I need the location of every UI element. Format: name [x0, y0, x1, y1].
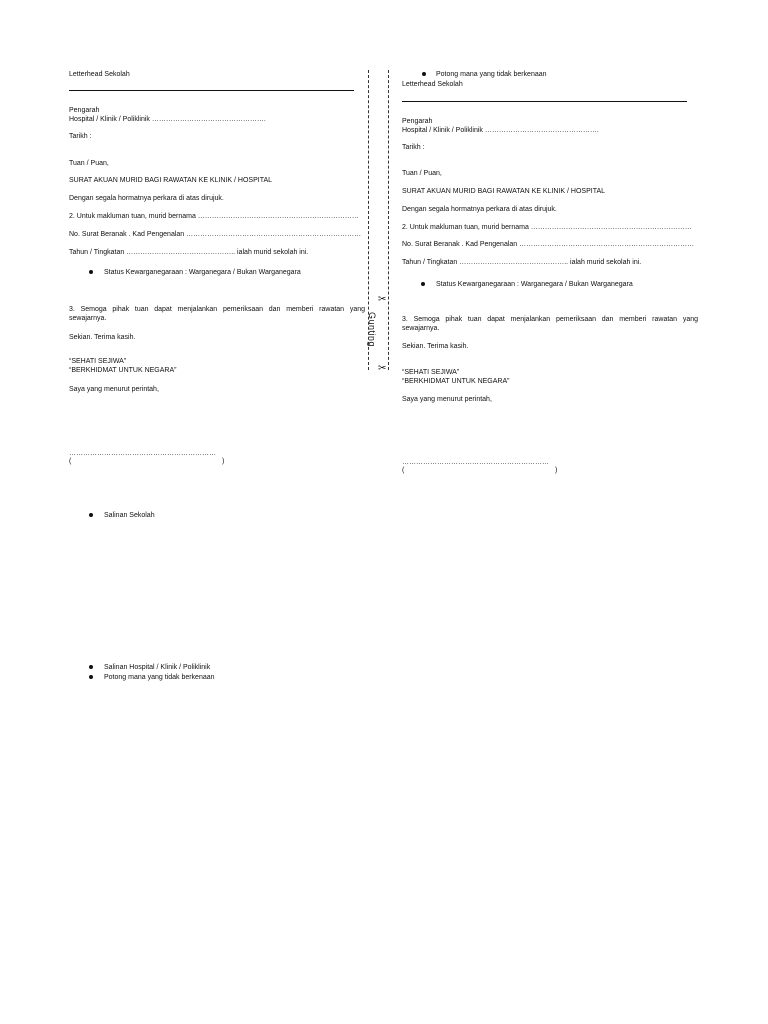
scissors-icon: ✂: [378, 294, 387, 305]
signoff: Saya yang menurut perintah,: [69, 386, 159, 393]
letterhead: Letterhead Sekolah: [402, 81, 463, 88]
signoff: Saya yang menurut perintah,: [402, 396, 492, 403]
cut-line: [388, 70, 389, 370]
ic-line: No. Surat Beranak . Kad Pengenalan …………………………………………………………………: [69, 231, 362, 238]
signature-close-paren: ): [555, 467, 558, 474]
motto-1: “SEHATI SEJIWA”: [402, 369, 460, 376]
hospital-copy-note: Salinan Hospital / Klinik / Poliklinik: [104, 664, 211, 671]
motto-2: “BERKHIDMAT UNTUK NEGARA”: [69, 367, 177, 374]
year-line: Tahun / Tingkatan ……………………………………….. ialah murid sekolah ini.: [69, 249, 309, 256]
opening-line: Dengan segala hormatnya perkara di atas dirujuk.: [69, 195, 224, 202]
paragraph-3: 3. Semoga pihak tuan dapat menjalankan pemeriksaan dan memberi rawatan yang sewajarnya.: [69, 306, 365, 322]
closing-line: Sekian. Terima kasih.: [402, 343, 469, 350]
student-name-line: 2. Untuk makluman tuan, murid bernama ……………………………………………………………: [69, 213, 359, 220]
recipient-place: Hospital / Klinik / Poliklinik ………………………………………….: [69, 116, 266, 123]
recipient-place: Hospital / Klinik / Poliklinik ………………………………………….: [402, 127, 599, 134]
letterhead-rule: [402, 101, 687, 102]
salutation: Tuan / Puan,: [402, 170, 442, 177]
student-name-line: 2. Untuk makluman tuan, murid bernama ……………………………………………………………: [402, 224, 692, 231]
bullet-icon: [422, 72, 426, 76]
signature-open-paren: (: [69, 458, 72, 465]
signature-open-paren: (: [402, 467, 405, 474]
bullet-icon: [89, 270, 93, 274]
date-label: Tarikh :: [69, 133, 92, 140]
bullet-icon: [421, 282, 425, 286]
closing-line: Sekian. Terima kasih.: [69, 334, 136, 341]
opening-line: Dengan segala hormatnya perkara di atas dirujuk.: [402, 206, 557, 213]
signature-close-paren: ): [222, 458, 225, 465]
recipient-title: Pengarah: [69, 107, 100, 114]
signature-dots: ………………………………………………………: [402, 459, 549, 466]
subject-line: SURAT AKUAN MURID BAGI RAWATAN KE KLINIK / HOSPITAL: [69, 177, 273, 184]
letterhead-rule: [69, 90, 354, 91]
letterhead: Letterhead Sekolah: [69, 71, 130, 78]
scissors-icon: ✂: [378, 363, 387, 374]
ic-line: No. Surat Beranak . Kad Pengenalan …………………………………………………………………: [402, 241, 695, 248]
signature-dots: ………………………………………………………: [69, 450, 216, 457]
citizenship-status: Status Kewarganegaraan : Warganegara / Bukan Warganegara: [436, 281, 633, 288]
citizenship-status: Status Kewarganegaraan : Warganegara / Bukan Warganegara: [104, 269, 301, 276]
bullet-icon: [89, 665, 93, 669]
bullet-icon: [89, 675, 93, 679]
recipient-title: Pengarah: [402, 118, 433, 125]
year-line: Tahun / Tingkatan ……………………………………….. ialah murid sekolah ini.: [402, 259, 642, 266]
salutation: Tuan / Puan,: [69, 160, 109, 167]
bullet-icon: [89, 513, 93, 517]
school-copy-note: Salinan Sekolah: [104, 512, 155, 519]
motto-2: “BERKHIDMAT UNTUK NEGARA”: [402, 378, 510, 385]
motto-1: “SEHATI SEJIWA”: [69, 358, 127, 365]
subject-line: SURAT AKUAN MURID BAGI RAWATAN KE KLINIK / HOSPITAL: [402, 188, 606, 195]
cut-label: Gunting: [367, 312, 377, 348]
paragraph-3: 3. Semoga pihak tuan dapat menjalankan pemeriksaan dan memberi rawatan yang sewajarnya.: [402, 316, 698, 332]
date-label: Tarikh :: [402, 144, 425, 151]
top-strike-note: Potong mana yang tidak berkenaan: [436, 71, 547, 78]
strike-note: Potong mana yang tidak berkenaan: [104, 674, 215, 681]
